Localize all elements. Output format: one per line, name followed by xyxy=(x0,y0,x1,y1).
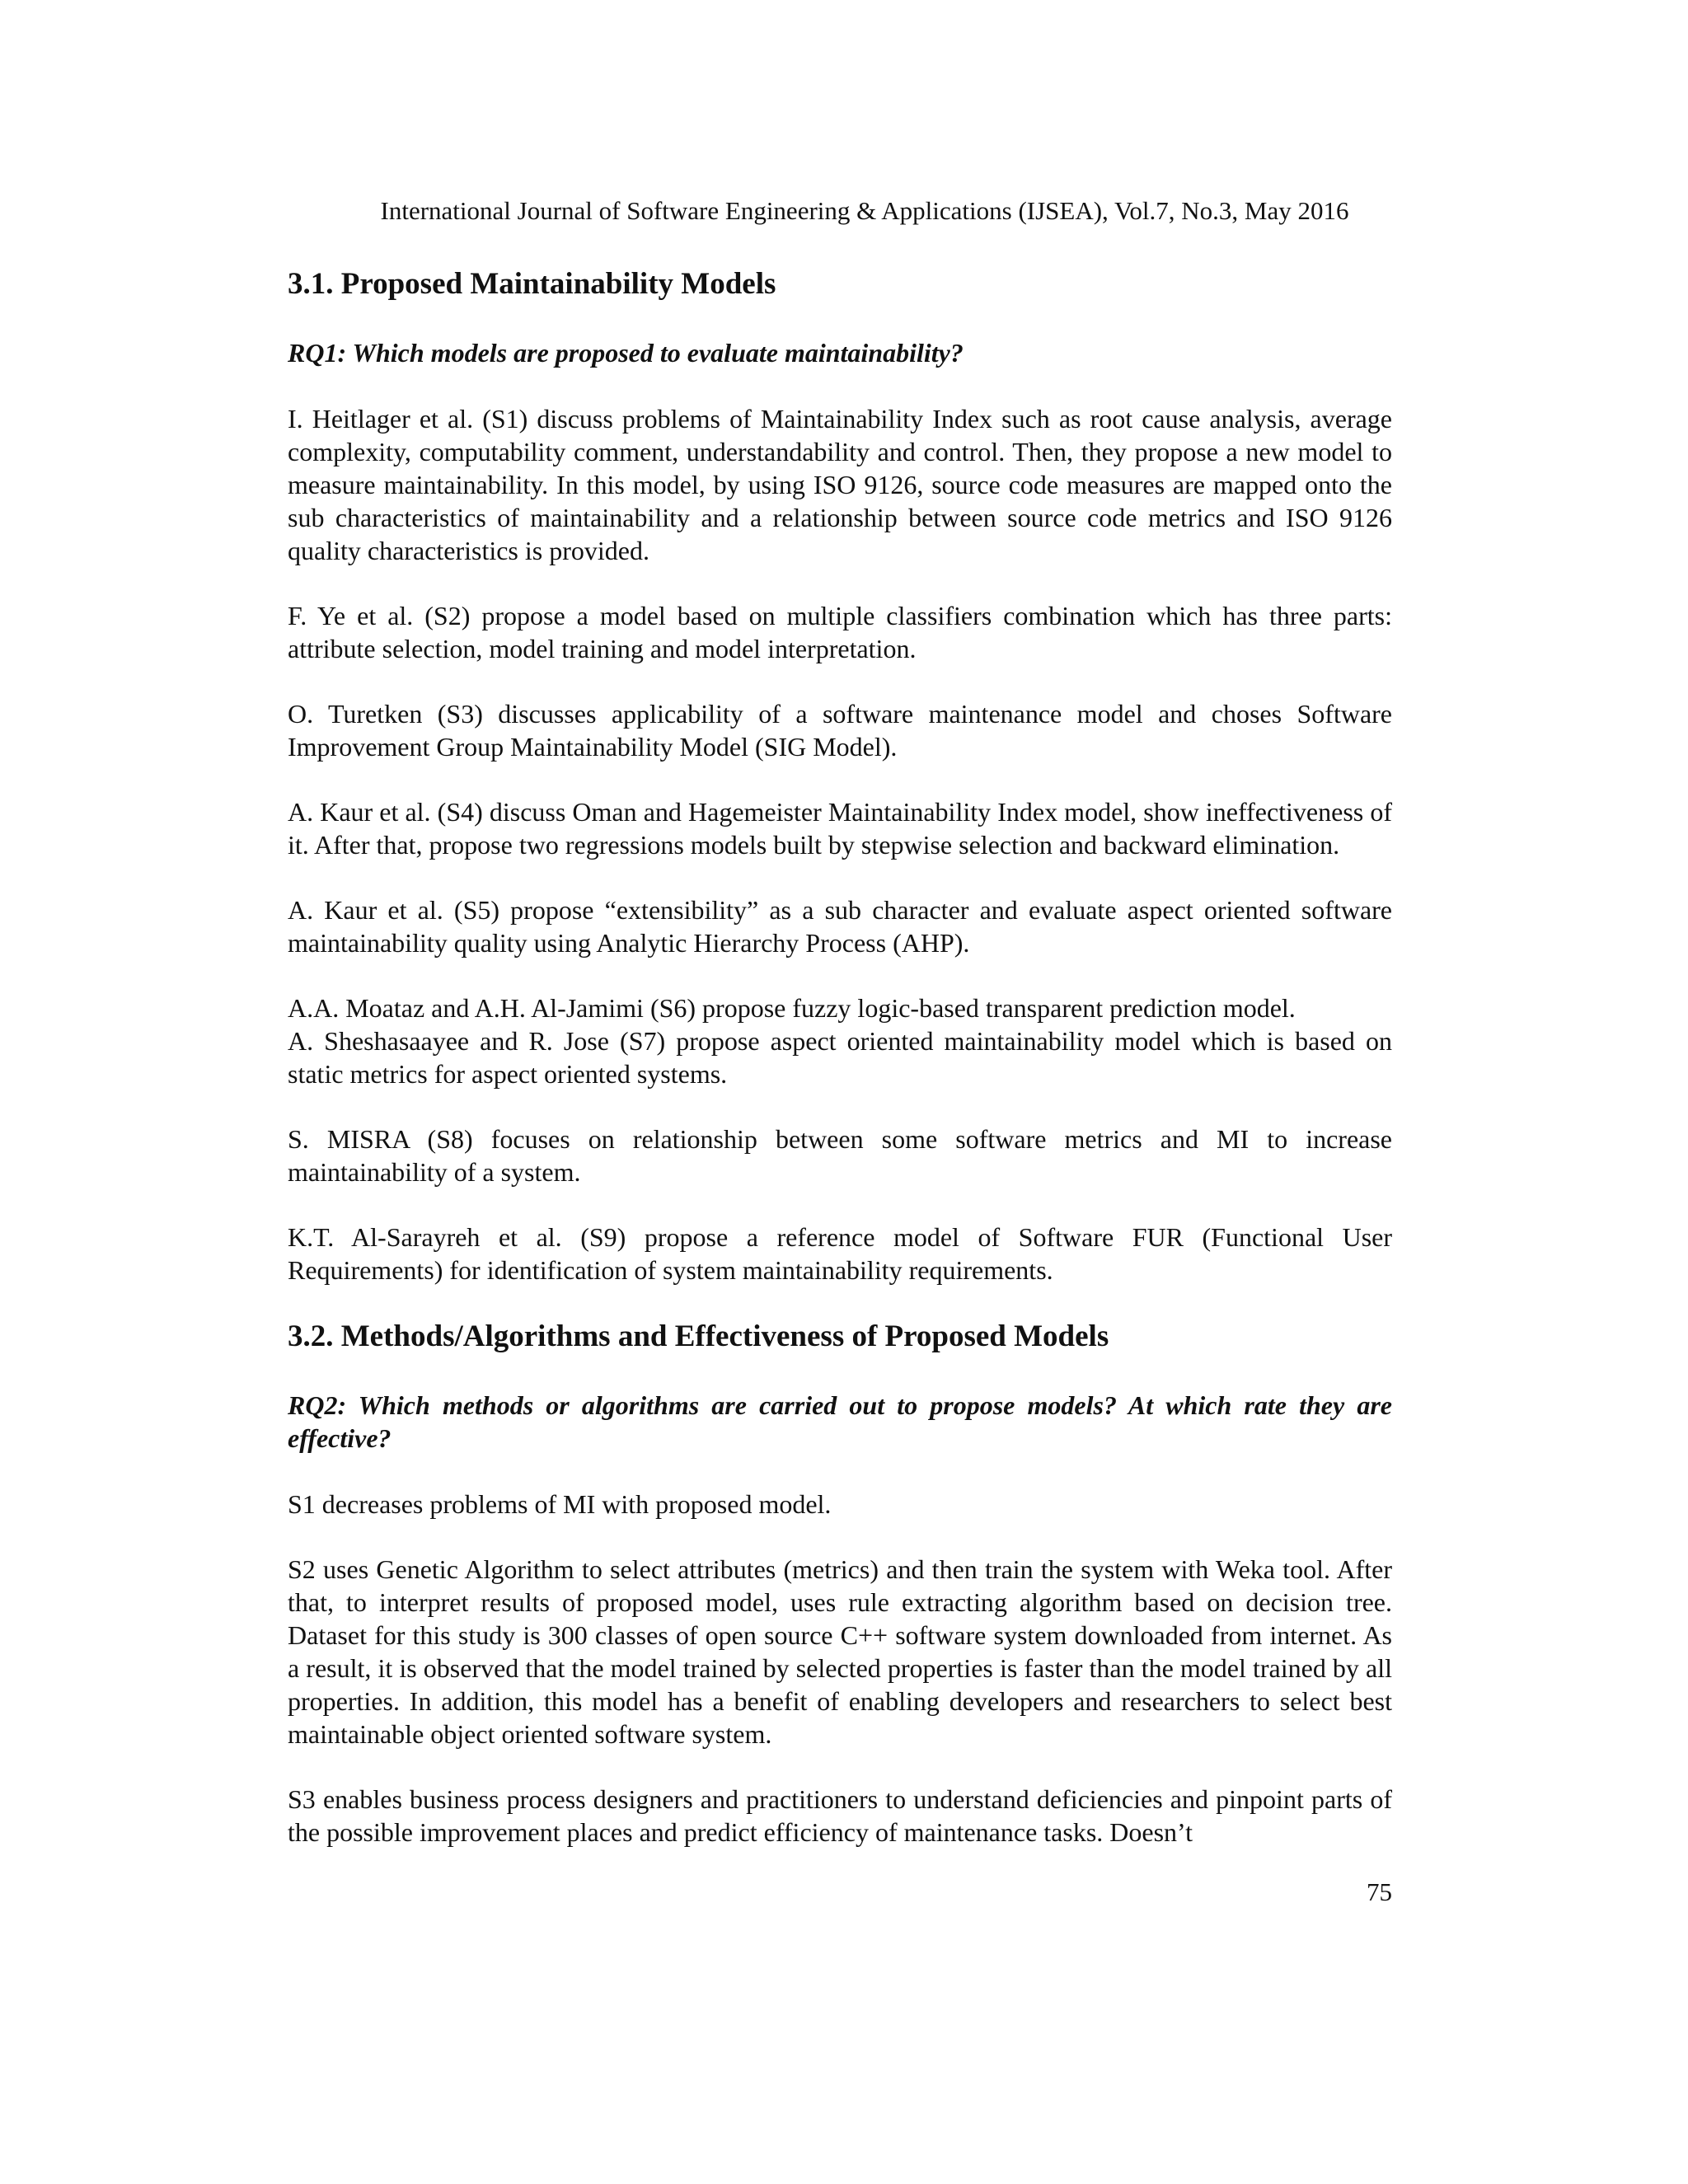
paragraph-s8-misra: S. MISRA (S8) focuses on relationship between some software metrics and MI to increase maintainability of a system. xyxy=(288,1124,1392,1187)
paragraph-s3-turetken: O. Turetken (S3) discusses applicability of a software maintenance model and choses Software Improvement Group Maintainability Model (SIG Model). xyxy=(288,699,1392,762)
paragraph-s1-heitlager: I. Heitlager et al. (S1) discuss problems of Maintainability Index such as root cause analysis, average complexity, computability comment, understandability and control. Then, they propose a new model to measure maintainability. In this model, by using ISO 9126, source code measures are mapped onto the sub characteristics of maintainability and a relationship between source code metrics and ISO 9126 quality characteristics is provided. xyxy=(288,404,1392,565)
paragraph-s6-moataz: A.A. Moataz and A.H. Al-Jamimi (S6) propose fuzzy logic-based transparent prediction model. xyxy=(288,993,1296,1023)
research-question-rq1: RQ1: Which models are proposed to evaluate maintainability? xyxy=(288,338,964,368)
paragraph-s7-sheshasaayee: A. Sheshasaayee and R. Jose (S7) propose aspect oriented maintainability model which is based on static metrics for aspect oriented systems. xyxy=(288,1026,1392,1089)
section-heading-3-2: 3.2. Methods/Algorithms and Effectiveness of Proposed Models xyxy=(288,1319,1109,1353)
section-heading-3-1: 3.1. Proposed Maintainability Models xyxy=(288,267,776,301)
paragraph-s9-al-sarayreh: K.T. Al-Sarayreh et al. (S9) propose a reference model of Software FUR (Functional User Requirements) for identification of system maintainability requirements. xyxy=(288,1222,1392,1285)
paragraph-s3-result: S3 enables business process designers and practitioners to understand deficiencies and pinpoint parts of the possible improvement places and predict efficiency of maintenance tasks. Doesn’t xyxy=(288,1784,1392,1847)
research-question-rq2: RQ2: Which methods or algorithms are carried out to propose models? At which rate they are effective? xyxy=(288,1390,1392,1453)
paragraph-s4-kaur: A. Kaur et al. (S4) discuss Oman and Hagemeister Maintainability Index model, show ineffectiveness of it. After that, propose two regressions models built by stepwise selection and backward elimination. xyxy=(288,797,1392,860)
page-number: 75 xyxy=(1367,1877,1392,1906)
paragraph-s2-result: S2 uses Genetic Algorithm to select attributes (metrics) and then train the system with Weka tool. After that, to interpret results of proposed model, uses rule extracting algorithm based on decision tree. Dataset for this study is 300 classes of open source C++ software system downloaded from internet. As a result, it is observed that the model trained by selected properties is faster than the model trained by all properties. In addition, this model has a benefit of enabling developers and researchers to select best maintainable object oriented software system. xyxy=(288,1554,1392,1749)
paragraph-s2-ye: F. Ye et al. (S2) propose a model based on multiple classifiers combination which has three parts: attribute selection, model training and model interpretation. xyxy=(288,601,1392,663)
page-content xyxy=(288,265,1392,1849)
paragraph-s1-result: S1 decreases problems of MI with proposed model. xyxy=(288,1489,832,1519)
running-header: International Journal of Software Engineering & Applications (IJSEA), Vol.7, No.3, May 2016 xyxy=(380,196,1349,225)
paragraph-s5-kaur: A. Kaur et al. (S5) propose “extensibility” as a sub character and evaluate aspect oriented software maintainability quality using Analytic Hierarchy Process (AHP). xyxy=(288,895,1392,958)
